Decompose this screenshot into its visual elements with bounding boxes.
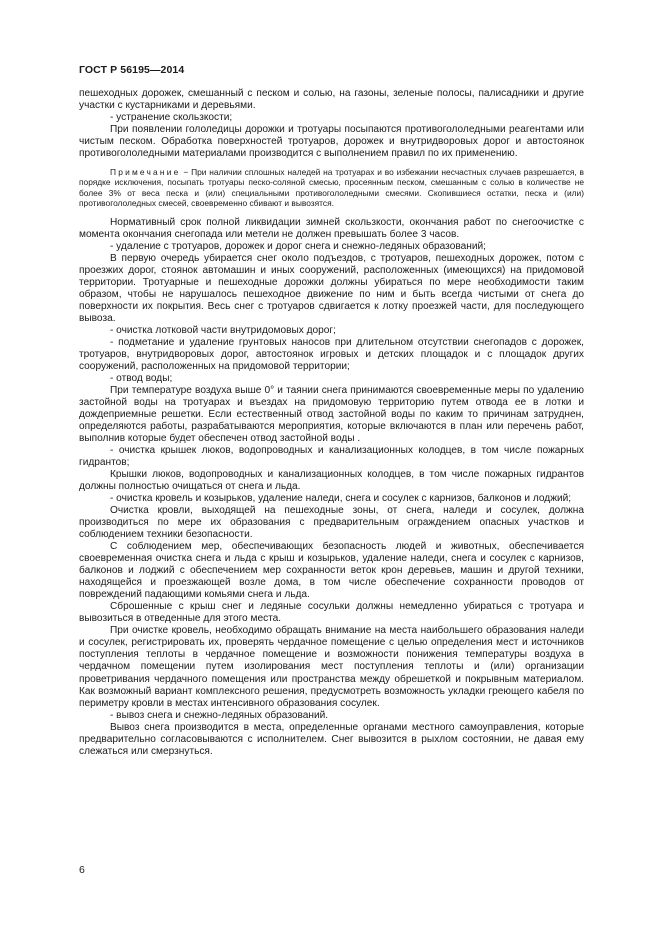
document-body [79,88,584,758]
paragraph: - очистка крышек люков, водопроводных и канализационных колодцев, в том числе пожарных гидрантов; [79,445,584,469]
paragraph: Крышки люков, водопроводных и канализационных колодцев, в том числе пожарных гидрантов должны полностью очищаться от снега и льда. [79,469,584,493]
paragraph: Нормативный срок полной ликвидации зимней скользкости, окончания работ по снегоочистке с момента окончания снегопада или метели не должен превышать более 3 часов. [79,216,584,240]
paragraph: - вывоз снега и снежно-ледяных образований. [110,709,329,721]
paragraph: - подметание и удаление грунтовых наносов при длительном отсутствии снегопадов с дорожек, тротуаров, внутридворовых дорог, автостоянок игровых и детских площадок и с площадок других сооружений, расположенных на придомовой территории; [79,337,584,373]
note-label: Примечание [110,167,181,178]
paragraph: Вывоз снега производится в места, определенные органами местного самоуправления, которые предварительно согласовываются с исполнителем. Снег вывозится в рыхлом состоянии, не давая ему слежаться или смерзнуться. [79,721,584,757]
note-text: − При наличии сплошных наледей на тротуарах и во избежании несчастных случаев разрешается, в порядке исключения, посыпать тротуары песко-соляной смесью, просеянным песком, смешанным с солью в количестве не более 3% от веса песка и (или) специальными противогололедными смесями. Скопившиеся остатки, песка и (или) противогололедных смесей, своевременно сбивают и вывозятся. [79,167,584,208]
page-number: 6 [79,864,85,876]
paragraph: С соблюдением мер, обеспечивающих безопасность людей и животных, обеспечивается своевременная очистка снега и льда с крыш и козырьков, удаление наледи, снега и сосулек с карнизов, балконов и лоджий с обеспечением мер сохранности веток крон деревьев, машин и другой техники, находящейся и проезжающей возле дома, в том числе обеспечение сохранности проводов от повреждений падающими комьями снега и льда. [79,541,584,601]
paragraph: В первую очередь убирается снег около подъездов, с тротуаров, пешеходных дорожек, потом с проезжих дорог, стоянок автомашин и иных сооружений, расположенных (имеющихся) на придомовой территории. Тротуарные и пешеходные дорожки должны убираться по мере необходимости таким образом, чтобы не нарушалось пешеходное движение по ним и быть всегда чистыми от снега до поверхности их покрытия. Весь снег с тротуаров сдвигается к лотку проезжей части, для последующего вывоза. [79,252,584,325]
paragraph: Сброшенные с крыш снег и ледяные сосульки должны немедленно убираться с тротуара и вывозиться в отведенные для этого места. [79,601,584,625]
paragraph: пешеходных дорожек, смешанный с песком и солью, на газоны, зеленые полосы, палисадники и другие участки с кустарниками и деревьями. [79,88,584,112]
paragraph: - очистка лотковой части внутридомовых дорог; [110,325,336,337]
paragraph: - удаление с тротуаров, дорожек и дорог снега и снежно-ледяных образований; [110,240,486,252]
note [79,167,584,208]
paragraph: При температуре воздуха выше 0° и таянии снега принимаются своевременные меры по удалению застойной воды на тротуарах и въездах на придомовую территорию путем отвода ее в лотки и дождеприемные решетки. Если естественный отвод застойной воды по каким то причинам затруднен, определяются работы, разрабатываются мероприятия, которые включаются в план или перечень работ, выполнив которые будет обеспечен отвод застойной воды . [79,385,584,445]
paragraph: - устранение скользкости; [110,112,233,124]
paragraph: - очистка кровель и козырьков, удаление наледи, снега и сосулек с карнизов, балконов и лоджий; [110,493,572,505]
paragraph: Очистка кровли, выходящей на пешеходные зоны, от снега, наледи и сосулек, должна производиться по мере их образования с предварительным ограждением опасных участков и соблюдением техники безопасности. [79,505,584,541]
paragraph: - отвод воды; [110,373,173,385]
document-header: ГОСТ Р 56195—2014 [79,64,185,76]
paragraph: При очистке кровель, необходимо обращать внимание на места наибольшего образования наледи и сосулек, регистрировать их, проверять чердачное помещение с целью определения мест и источников поступления теплоты в чердачное помещение и возможности понижения температуры воздуха в чердачном помещении путем изолирования мест поступления теплоты и (или) организации проветривания чердачного помещения или пространства между обрешеткой и покрывным материалом. Как возможный вариант комплексного решения, предусмотреть возможность укладки греющего кабеля по периметру кровли в местах интенсивного образования сосулек. [79,625,584,709]
paragraph: При появлении гололедицы дорожки и тротуары посыпаются противогололедными реагентами или чистым песком. Обработка поверхностей тротуаров, дорожек и внутридворовых дорог и автостоянок противогололедными материалами производится с выполнением правил по их применению. [79,124,584,160]
